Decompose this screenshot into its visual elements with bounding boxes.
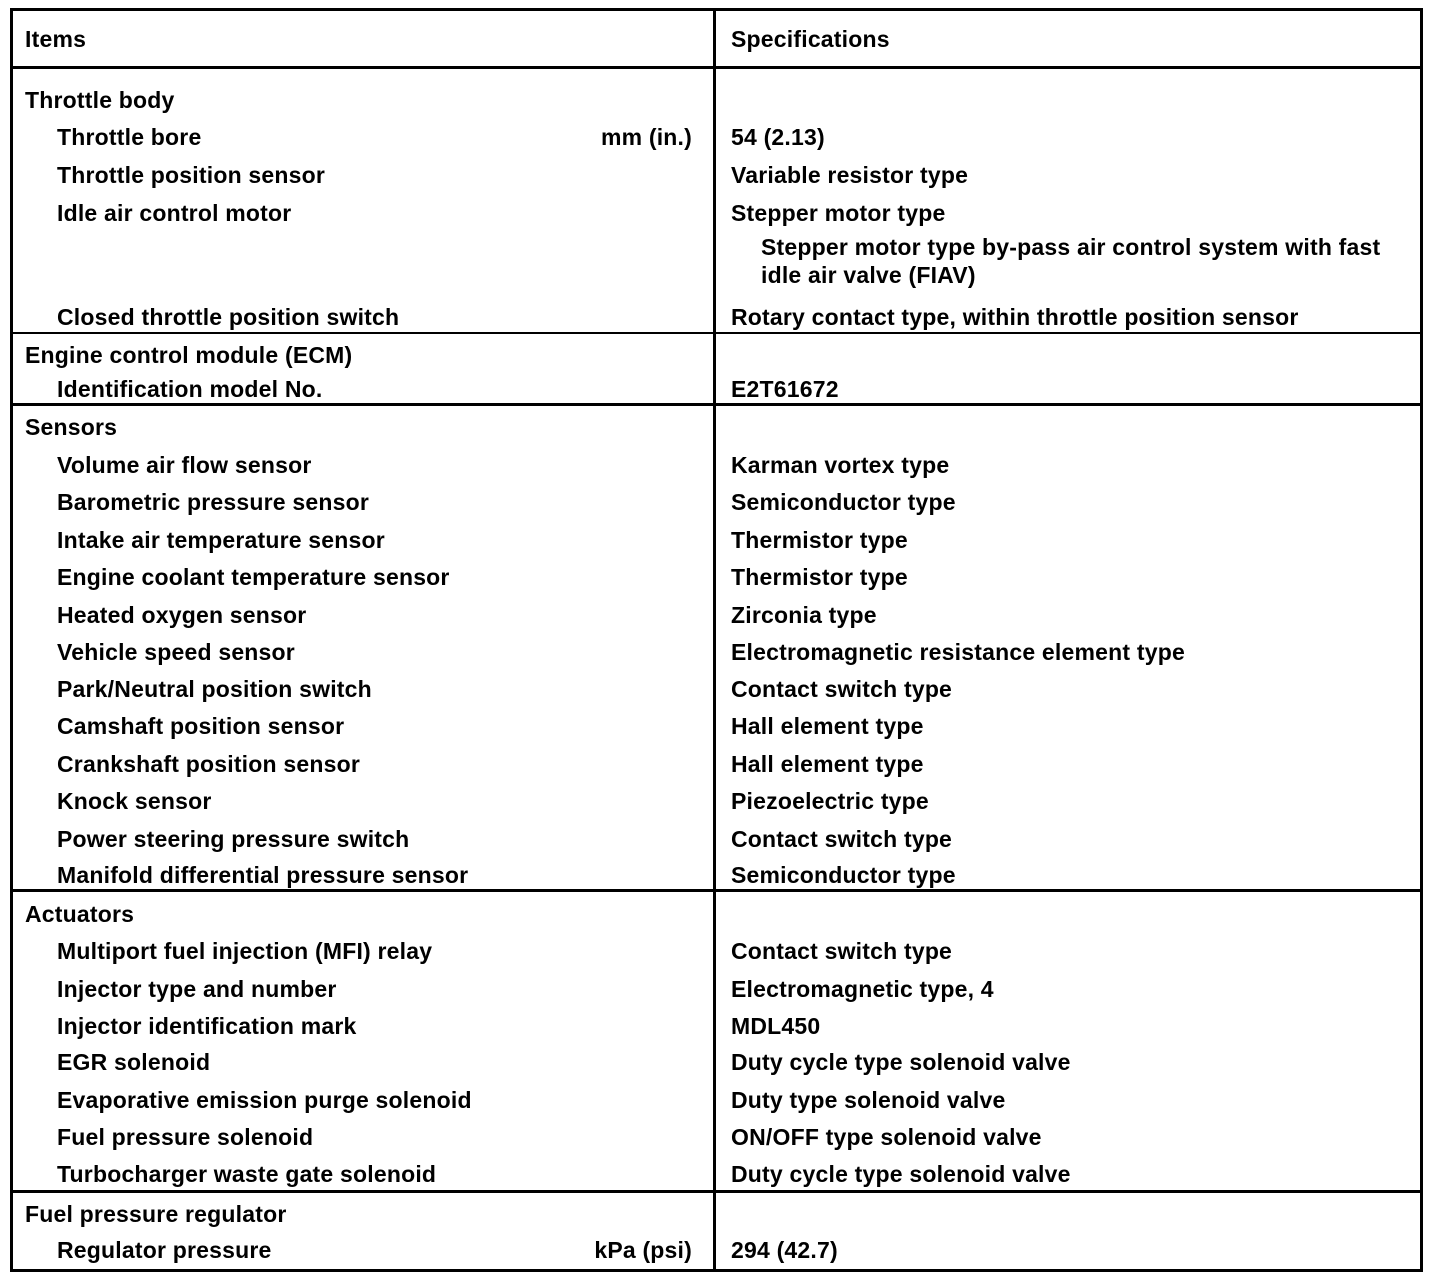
spec-value: ON/OFF type solenoid valve [731, 1124, 1042, 1150]
section-title-row [13, 894, 1420, 932]
table-row [13, 482, 1420, 520]
section-rule [13, 403, 1420, 406]
table-row [13, 1042, 1420, 1080]
unit-label: mm (in.) [600, 124, 692, 150]
item-label: Idle air control motor [57, 200, 292, 226]
item-label: Identification model No. [57, 376, 323, 402]
item-label: Closed throttle position switch [57, 304, 400, 330]
table-row [13, 520, 1420, 558]
spec-value: E2T61672 [731, 376, 839, 402]
section-title: Engine control module (ECM) [25, 342, 353, 368]
item-label: Fuel pressure solenoid [57, 1124, 314, 1150]
spec-value: Contact switch type [731, 826, 953, 852]
item-label: Engine coolant temperature sensor [57, 564, 450, 590]
table-row [13, 1117, 1420, 1155]
table-row-note [13, 233, 1420, 293]
spec-value: Rotary contact type, within throttle position sensor [731, 304, 1299, 330]
item-label: Volume air flow sensor [57, 452, 312, 478]
spec-value: Duty type solenoid valve [731, 1087, 1006, 1113]
spec-value: Zirconia type [731, 602, 877, 628]
section-title: Fuel pressure regulator [25, 1201, 287, 1227]
item-label: Evaporative emission purge solenoid [57, 1087, 472, 1113]
item-label: Turbocharger waste gate solenoid [57, 1161, 437, 1187]
item-label: Barometric pressure sensor [57, 489, 370, 515]
table-row [13, 595, 1420, 633]
table-header [13, 19, 1420, 57]
spec-value: Electromagnetic type, 4 [731, 976, 994, 1002]
unit-label: kPa (psi) [594, 1237, 692, 1263]
table-row [13, 445, 1420, 483]
table-row [13, 369, 1420, 407]
spec-value: Hall element type [731, 713, 924, 739]
table-row [13, 632, 1420, 670]
table-row [13, 297, 1420, 335]
section-title: Actuators [25, 901, 135, 927]
table-row [13, 117, 1420, 155]
item-label: Regulator pressure [57, 1237, 272, 1263]
table-row [13, 1006, 1420, 1044]
spec-value: Piezoelectric type [731, 788, 929, 814]
section-title-row [13, 407, 1420, 445]
table-row [13, 855, 1420, 893]
item-label: Throttle bore [57, 124, 202, 150]
item-label: EGR solenoid [57, 1049, 211, 1075]
header-items: Items [25, 26, 87, 52]
table-row [13, 931, 1420, 969]
item-label: Heated oxygen sensor [57, 602, 307, 628]
section-rule [13, 1190, 1420, 1193]
spec-value: MDL450 [731, 1013, 821, 1039]
spec-value: Semiconductor type [731, 862, 956, 888]
section-rule [13, 332, 1420, 334]
table-row [13, 193, 1420, 231]
spec-value: Duty cycle type solenoid valve [731, 1161, 1071, 1187]
spec-value: Karman vortex type [731, 452, 950, 478]
table-row [13, 1154, 1420, 1192]
item-label: Injector identification mark [57, 1013, 357, 1039]
spec-value: 294 (42.7) [731, 1237, 838, 1263]
table-row [13, 1080, 1420, 1118]
item-label: Intake air temperature sensor [57, 527, 385, 553]
table-row [13, 781, 1420, 819]
item-label: Injector type and number [57, 976, 337, 1002]
spec-value: Electromagnetic resistance element type [731, 639, 1185, 665]
spec-value: Stepper motor type [731, 200, 946, 226]
header-rule [13, 66, 1420, 69]
item-label: Park/Neutral position switch [57, 676, 372, 702]
spec-table [10, 8, 1423, 1272]
item-label: Multiport fuel injection (MFI) relay [57, 938, 433, 964]
spec-value: Thermistor type [731, 527, 908, 553]
spec-value: Semiconductor type [731, 489, 956, 515]
spec-value: Variable resistor type [731, 162, 969, 188]
section-title-row [13, 80, 1420, 118]
section-title: Throttle body [25, 87, 175, 113]
item-label: Throttle position sensor [57, 162, 326, 188]
section-rule [13, 889, 1420, 892]
spec-note: Stepper motor type by-pass air control system with fast idle air valve (FIAV) [761, 234, 1381, 288]
section-title: Sensors [25, 414, 118, 440]
table-row [13, 557, 1420, 595]
table-row [13, 969, 1420, 1007]
section-title-row [13, 335, 1420, 373]
table-row [13, 706, 1420, 744]
item-label: Manifold differential pressure sensor [57, 862, 469, 888]
table-row [13, 669, 1420, 707]
item-label: Camshaft position sensor [57, 713, 345, 739]
spec-value: Hall element type [731, 751, 924, 777]
spec-value: 54 (2.13) [731, 124, 825, 150]
table-row [13, 819, 1420, 857]
spec-value: Contact switch type [731, 676, 953, 702]
table-row [13, 1230, 1420, 1268]
header-specifications: Specifications [731, 26, 890, 52]
item-label: Power steering pressure switch [57, 826, 410, 852]
section-title-row [13, 1194, 1420, 1232]
item-label: Vehicle speed sensor [57, 639, 295, 665]
spec-value: Thermistor type [731, 564, 908, 590]
spec-value: Contact switch type [731, 938, 953, 964]
item-label: Knock sensor [57, 788, 212, 814]
item-label: Crankshaft position sensor [57, 751, 360, 777]
table-row [13, 744, 1420, 782]
spec-value: Duty cycle type solenoid valve [731, 1049, 1071, 1075]
table-row [13, 155, 1420, 193]
